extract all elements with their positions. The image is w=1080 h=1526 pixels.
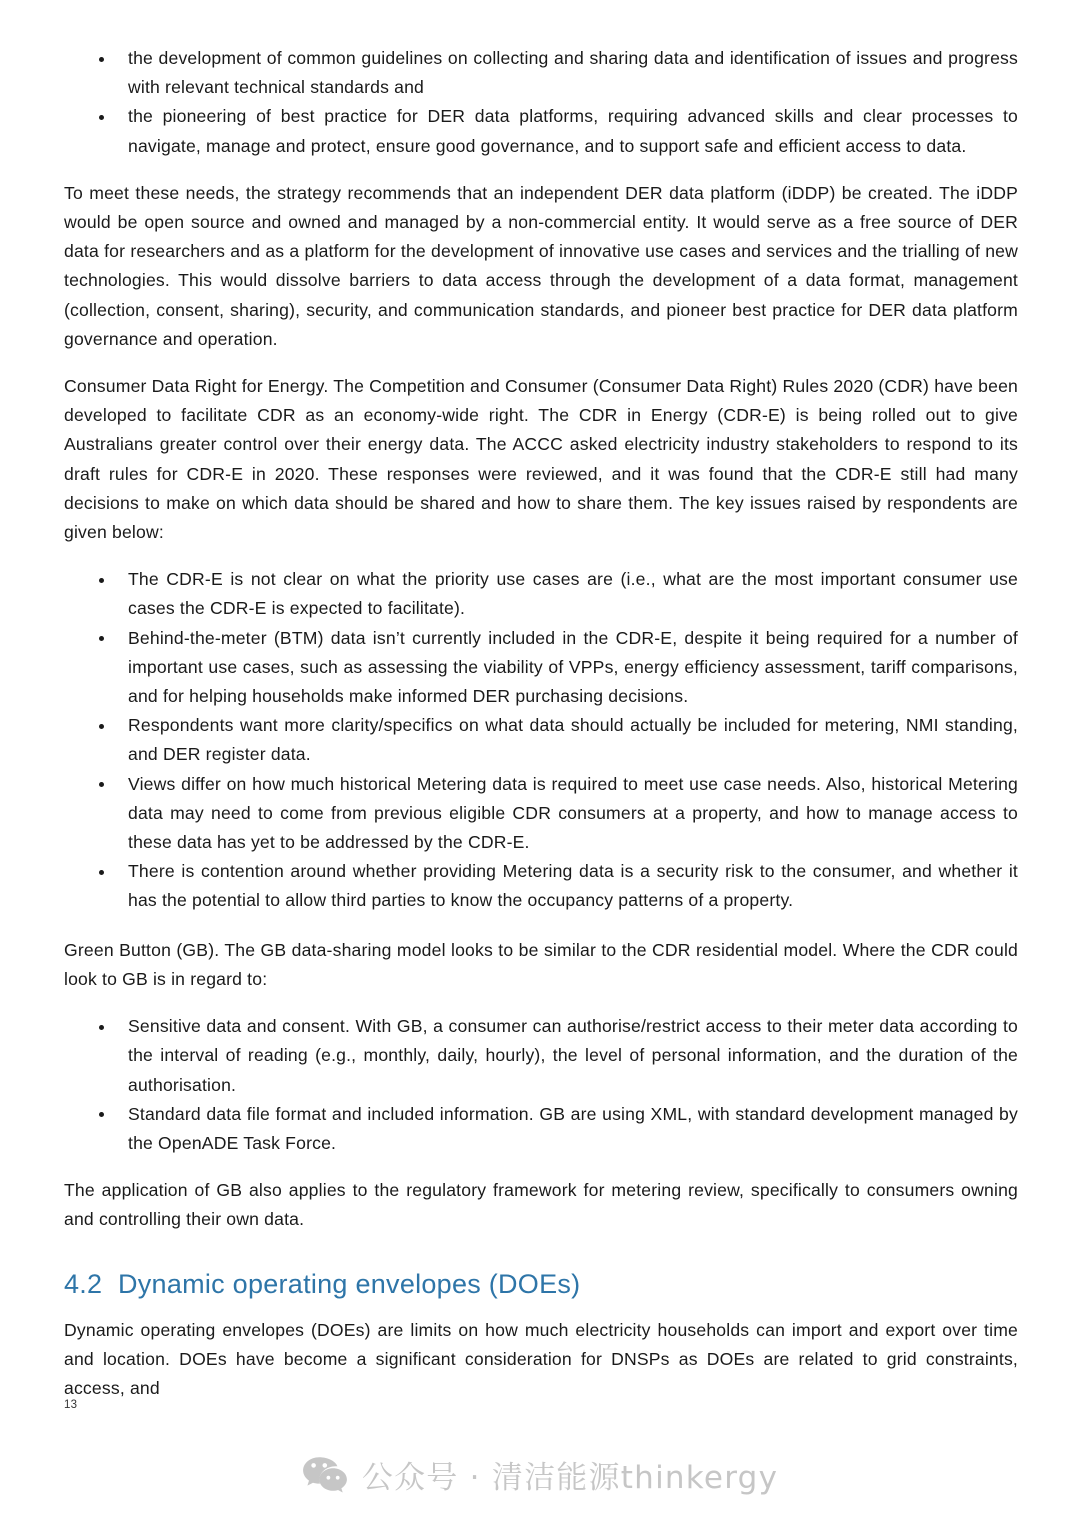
paragraph-gb-application: The application of GB also applies to the regulatory framework for metering review, specifically to consumers owning and controlling their own data. — [64, 1180, 1018, 1230]
list-item: Behind-the-meter (BTM) data isn’t currently included in the CDR-E, despite it being required for a number of important use cases, such as assessing the viability of VPPs, energy efficiency assessment, tariff comparisons, and for helping households make informed DER purchasing decisions. — [64, 624, 1018, 712]
paragraph-green-button: Green Button (GB). The GB data-sharing model looks to be similar to the CDR residential model. Where the CDR could look to GB is in regard to: — [64, 939, 1018, 989]
page-content — [64, 44, 1018, 1403]
list-item: Standard data file format and included information. GB are using XML, with standard development managed by the OpenADE Task Force. — [64, 1100, 1018, 1158]
watermark — [0, 1452, 1080, 1497]
section-number: 4.2 — [64, 1268, 103, 1299]
paragraph-does-intro: Dynamic operating envelopes (DOEs) are limits on how much electricity households can import and export over time and location. DOEs have become a significant consideration for DNSPs as DOEs are related to grid constraints, access, and — [64, 1319, 1018, 1398]
list-item: Sensitive data and consent. With GB, a consumer can authorise/restrict access to their meter data according to the interval of reading (e.g., monthly, daily, hourly), the level of personal information, and the duration of the authorisation. — [64, 1012, 1018, 1100]
section-heading-4-2 — [64, 1269, 1018, 1300]
list-item: The CDR-E is not clear on what the priority use cases are (i.e., what are the most important consumer use cases the CDR-E is expected to facilitate). — [64, 565, 1018, 623]
page-number: 13 — [64, 1399, 78, 1411]
paragraph-cdr-e: Consumer Data Right for Energy. The Competition and Consumer (Consumer Data Right) Rules 2020 (CDR) have been developed to facilitate CDR as an economy-wide right. The CDR in Energy (CDR-E) is being rolled out to give Australians greater control over their energy data. The ACCC asked electricity industry stakeholders to respond to its draft rules for CDR-E in 2020. These responses were reviewed, and it was found that the CDR-E still had many decisions to make on which data should be shared and how to share them. The key issues raised by respondents are given below: — [64, 376, 1018, 543]
top-bullet-list — [64, 44, 1018, 161]
list-item: Respondents want more clarity/specifics on what data should actually be included for metering, NMI standing, and DER register data. — [64, 711, 1018, 769]
watermark-text: 公众号 · 清洁能源thinkergy — [361, 1460, 779, 1496]
green-button-bullet-list — [64, 1012, 1018, 1158]
list-item: There is contention around whether providing Metering data is a security risk to the consumer, and whether it has the potential to allow third parties to know the occupancy patterns of a property. — [64, 857, 1018, 915]
list-item: the pioneering of best practice for DER data platforms, requiring advanced skills and clear processes to navigate, manage and protect, ensure good governance, and to support safe and efficient access to data. — [64, 102, 1018, 160]
list-item: Views differ on how much historical Metering data is required to meet use case needs. Also, historical Metering data may need to come from previous eligible CDR consumers at a property, and how to manage access to these data has yet to be addressed by the CDR-E. — [64, 770, 1018, 858]
section-title: Dynamic operating envelopes (DOEs) — [118, 1268, 581, 1299]
list-item: the development of common guidelines on collecting and sharing data and identification of issues and progress with relevant technical standards and — [64, 44, 1018, 102]
cdr-issues-bullet-list — [64, 565, 1018, 915]
paragraph-iddp: To meet these needs, the strategy recommends that an independent DER data platform (iDDP) be created. The iDDP would be open source and owned and managed by a non-commercial entity. It would serve as a free source of DER data for researchers and as a platform for the development of innovative use cases and services and the trialling of new technologies. This would dissolve barriers to data access through the development of a data format, management (collection, consent, sharing), security, and communication standards, and pioneer best practice for DER data platform governance and operation. — [64, 182, 1018, 349]
wechat-icon — [302, 1455, 348, 1495]
